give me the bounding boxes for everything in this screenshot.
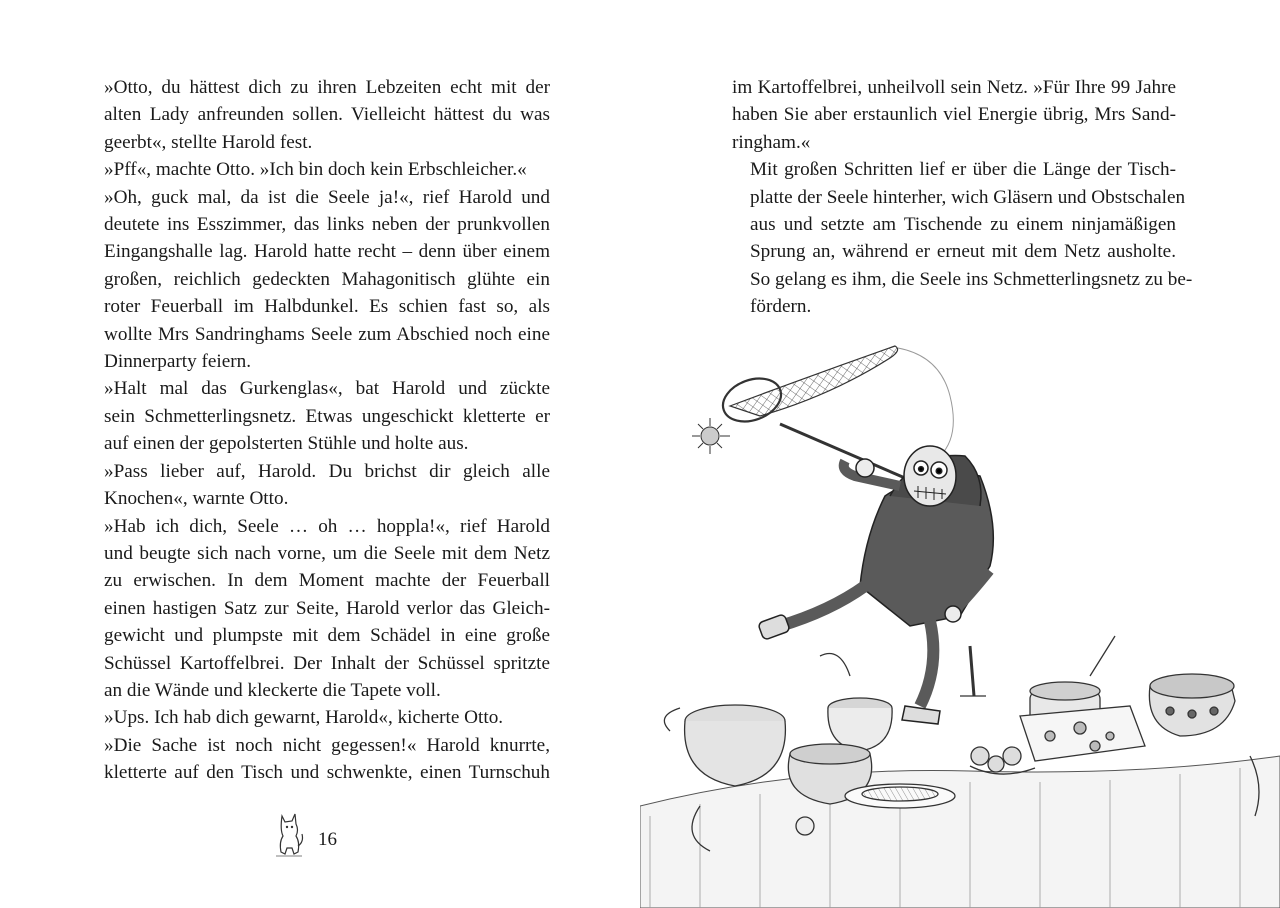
paragraph (104, 375, 550, 457)
text-line: platte der Seele hinterher, wich Gläsern und Obstschalen (750, 186, 1186, 208)
text-line: Mit großen Schritten lief er über die Länge der Tisch- (750, 159, 1176, 181)
text-line: »Hab ich dich, Seele … oh … hoppla!«, rief Harold (104, 515, 550, 537)
paragraph (732, 156, 1193, 320)
right-page (640, 0, 1280, 908)
paragraph (104, 732, 550, 787)
text-line: »Halt mal das Gurkenglas«, bat Harold und zückte (104, 378, 550, 400)
left-page-text (104, 74, 550, 787)
text-line: großen, reichlich gedeckten Mahagonitisch glühte ein (104, 268, 550, 290)
illustration-skeleton-catching-soul (640, 336, 1280, 908)
text-line: an die Wände und kleckerte die Tapete voll. (104, 679, 441, 701)
text-line: sein Schmetterlingsnetz. Etwas ungeschickt kletterte er (104, 405, 550, 427)
text-line: »Ups. Ich hab dich gewarnt, Harold«, kicherte Otto. (104, 707, 504, 729)
text-line: Schüssel Kartoffelbrei. Der Inhalt der Schüssel spritzte (104, 652, 550, 674)
text-line: Dinnerparty feiern. (104, 351, 252, 373)
paragraph (732, 74, 1176, 156)
skeleton-harold (758, 446, 994, 724)
text-line: zu erwischen. In dem Moment machte der Feuerball (104, 570, 550, 592)
text-line: ringham.« (732, 131, 811, 153)
text-line: kletterte auf den Tisch und schwenkte, einen Turnschuh (104, 762, 550, 784)
text-line: Knochen«, warnte Otto. (104, 488, 289, 510)
text-line: einen hastigen Satz zur Seite, Harold verlor das Gleich- (104, 597, 550, 619)
right-page-text (732, 74, 1193, 321)
text-line: fördern. (750, 296, 812, 318)
paragraph (104, 458, 550, 513)
paragraph (104, 513, 550, 705)
text-line: im Kartoffelbrei, unheilvoll sein Netz. »Für Ihre 99 Jahre (732, 77, 1176, 98)
text-line: gewicht und plumpste mit dem Schädel in eine große (104, 625, 550, 647)
text-line: und beugte sich nach vorne, um die Seele mit dem Netz (104, 542, 550, 564)
text-line: »Pass lieber auf, Harold. Du brichst dir gleich alle (104, 460, 550, 482)
text-line: wollte Mrs Sandringhams Seele zum Abschied noch eine (104, 323, 550, 345)
text-line: aus und setzte am Tischende zu einem ninjamäßigen (750, 214, 1176, 236)
text-line: So gelang es ihm, die Seele ins Schmetterlingsnetz zu be- (750, 268, 1193, 290)
text-line: »Die Sache ist noch nicht gegessen!« Harold knurrte, (104, 734, 550, 756)
text-line: roter Feuerball im Halbdunkel. Es schien fast so, als (104, 296, 550, 318)
paragraph (104, 184, 550, 376)
text-line: alten Lady anfreunden sollen. Vielleicht hättest du was (104, 104, 550, 126)
paragraph (104, 704, 550, 731)
text-line: haben Sie aber erstaunlich viel Energie übrig, Mrs Sand- (732, 104, 1176, 126)
text-line: Eingangshalle lag. Harold hatte recht – denn über einem (104, 241, 550, 263)
text-line: »Pff«, machte Otto. »Ich bin doch kein Erbschleicher.« (104, 159, 527, 181)
paragraph (104, 74, 550, 156)
text-line: auf einen der gepolsterten Stühle und holte aus. (104, 433, 469, 455)
paragraph (104, 156, 550, 183)
text-line: Sprung an, während er erneut mit dem Netz ausholte. (750, 241, 1176, 263)
text-line: »Oh, guck mal, da ist die Seele ja!«, rief Harold und (104, 186, 550, 208)
page-number: 16 (318, 829, 337, 850)
text-line: deutete ins Esszimmer, das links neben der prunkvollen (104, 214, 550, 236)
soul-fireball (692, 418, 730, 454)
text-line: »Otto, du hättest dich zu ihren Lebzeiten echt mit der (104, 77, 550, 98)
text-line: geerbt«, stellte Harold fest. (104, 131, 313, 153)
folio-cat-icon (272, 808, 306, 860)
